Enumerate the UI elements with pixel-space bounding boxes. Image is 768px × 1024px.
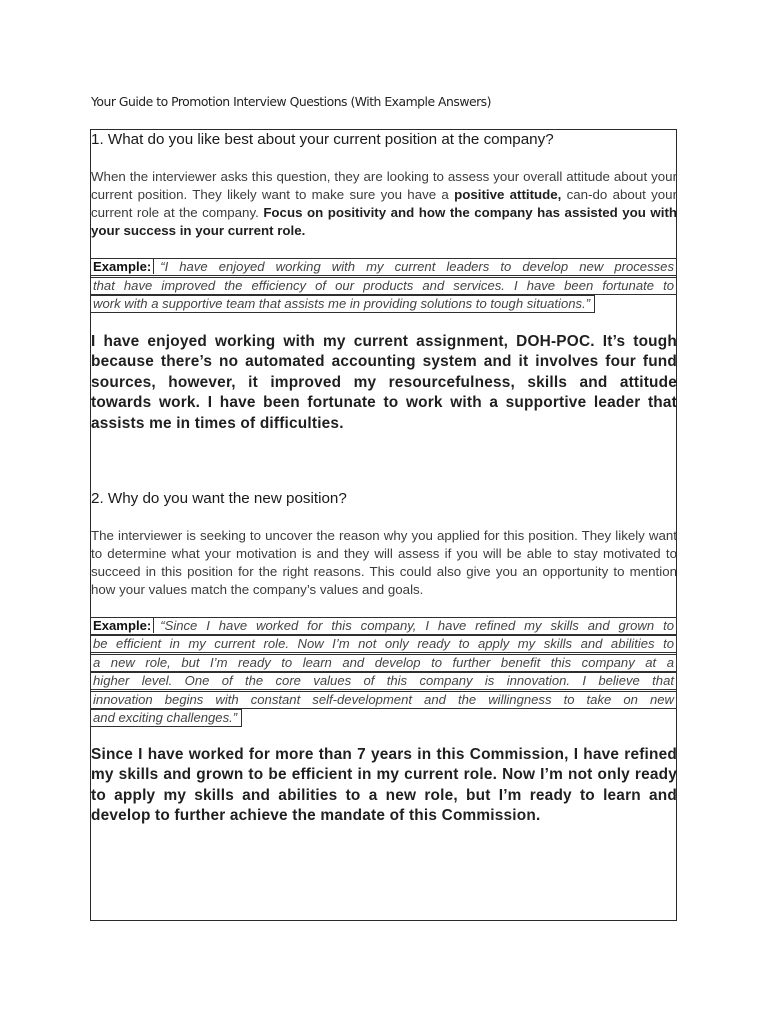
q2-example-line-6 [90,709,242,727]
q2-example-line-1 [90,617,677,635]
question-1-answer: I have enjoyed working with my current assignment, DOH-POC. It’s tough because there’s no automated accounting system and it involves four fund sources, however, it improved my resourcefulness, skills and attitude towards work. I have been fortunate to work with a supportive leader that assists me in times of difficulties. [91,333,677,432]
q1-example-line-2 [90,277,677,295]
q2-example-label: Example: [93,618,154,633]
q1-example-line-1 [90,258,677,276]
q2-example-line-2 [90,635,677,653]
q2-example-text-2: be efficient in my current role. Now I’m not only ready to apply my skills and abilities to [93,636,674,651]
q1-intro-text-2: can-do about your current role at the company. [91,187,677,220]
document-title: Your Guide to Promotion Interview Questions (With Example Answers) [91,94,491,109]
q2-example-text-4: higher level. One of the core values of this company is innovation. I believe that [93,673,674,688]
q2-example-line-4 [90,672,677,690]
q1-example-text-1: “I have enjoyed working with my current leaders to develop new processes [160,259,674,274]
q1-intro-bold-2: Focus on positivity and how the company has assisted you with your success in your current role. [91,205,678,238]
question-2-intro: The interviewer is seeking to uncover the reason why you applied for this position. They likely want to determine what your motivation is and they will assess if you will be able to stay motivated to succeed in this position for the right reasons. This could also give you an opportunity to mention how your values match the company’s values and goals. [91,528,677,597]
question-2-heading: 2. Why do you want the new position? [91,490,347,507]
q2-example-text-3: a new role, but I’m ready to learn and develop to further benefit this company at a [93,655,674,670]
q2-example-text-5: innovation begins with constant self-development and the willingness to take on new [93,692,674,707]
q1-example-text-2: that have improved the efficiency of our products and services. I have been fortunate to [93,278,674,293]
q1-intro-bold-1: positive attitude, [454,187,562,202]
q1-example-line-3 [90,295,595,313]
q1-intro-text-1: When the interviewer asks this question, they are looking to assess your overall attitude about your current position. They likely want to make sure you have a [91,169,677,202]
question-2-answer: Since I have worked for more than 7 years in this Commission, I have refined my skills and grown to be efficient in my current role. Now I’m not only ready to apply my skills and abilities to a new role, but I’m ready to learn and develop to further achieve the mandate of this Commission. [91,746,677,825]
question-1-intro [91,168,677,240]
q2-example-text-1: “Since I have worked for this company, I have refined my skills and grown to [160,618,674,633]
q1-example-label: Example: [93,259,154,274]
q2-example-line-5 [90,691,677,709]
q1-example-text-3: work with a supportive team that assists me in providing solutions to tough situations.” [93,296,591,311]
question-1-heading: 1. What do you like best about your current position at the company? [91,131,554,148]
q2-example-text-6: and exciting challenges.” [93,710,238,725]
q2-example-line-3 [90,654,677,672]
